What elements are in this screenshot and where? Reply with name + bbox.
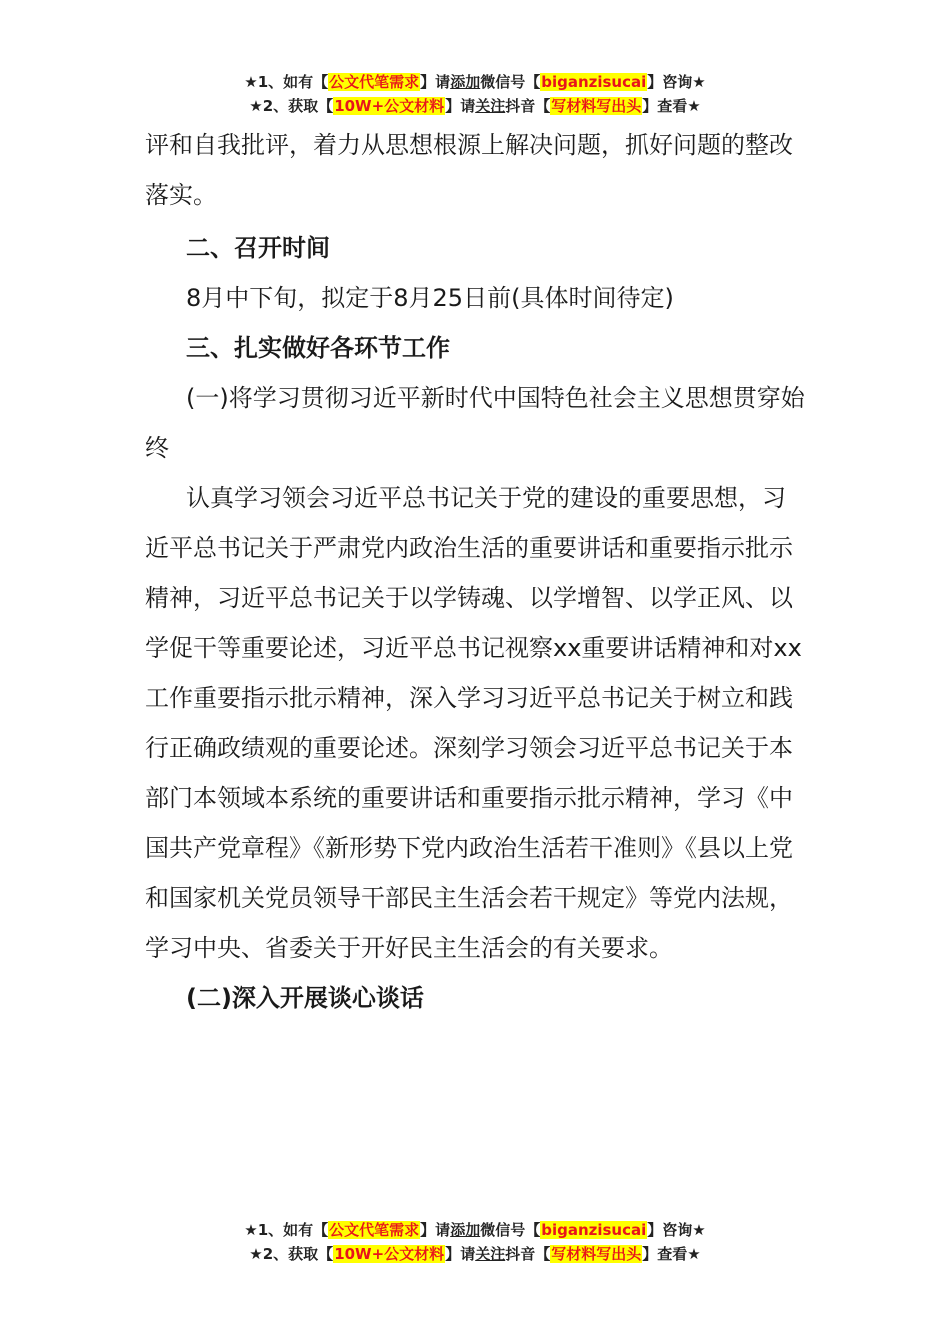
highlight-wechat-id: biganzisucai [541,73,647,91]
subheading-talks: (二)深入开展谈心谈话 [186,984,424,1012]
header-banner [0,70,950,118]
footer-line-2: ★2、获取【10W+公文材料】请关注抖音【写材料写出头】查看★ [249,1245,701,1263]
footer-banner [0,1218,950,1266]
document-body [145,120,805,1023]
paragraph-study: 认真学习领会习近平总书记关于党的建设的重要思想，习近平总书记关于严肃党内政治生活的重要讲话和重要指示批示精神，习近平总书记关于以学铸魂、以学增智、以学正风、以学促干等重要论述，习近平总书记视察xx重要讲话精神和对xx工作重要指示批示精神，深入学习习近平总书记关于树立和践行正确政绩观的重要论述。深刻学习领会习近平总书记关于本部门本领域本系统的重要讲话和重要指示批示精神，学习《中国共产党章程》《新形势下党内政治生活若干准则》《县以上党和国家机关党员领导干部民主生活会若干规定》等党内法规，学习中央、省委关于开好民主生活会的有关要求。 [145,484,802,962]
heading-work-steps: 三、扎实做好各环节工作 [186,334,450,362]
paragraph-time: 8月中下旬，拟定于8月25日前(具体时间待定) [186,284,674,312]
banner-line-1: ★1、如有【公文代笔需求】请添加微信号【biganzisucai】咨询★ [244,73,706,91]
heading-meeting-time: 二、召开时间 [186,234,330,262]
highlight-materials: 10W+公文材料 [334,97,445,115]
subheading-study: (一)将学习贯彻习近平新时代中国特色社会主义思想贯穿始终 [145,384,805,462]
highlight-service: 公文代笔需求 [329,73,420,91]
paragraph-continuation: 评和自我批评，着力从思想根源上解决问题，抓好问题的整改落实。 [145,131,793,209]
highlight-douyin: 写材料写出头 [551,97,642,115]
banner-line-2: ★2、获取【10W+公文材料】请关注抖音【写材料写出头】查看★ [249,97,701,115]
footer-line-1: ★1、如有【公文代笔需求】请添加微信号【biganzisucai】咨询★ [244,1221,706,1239]
